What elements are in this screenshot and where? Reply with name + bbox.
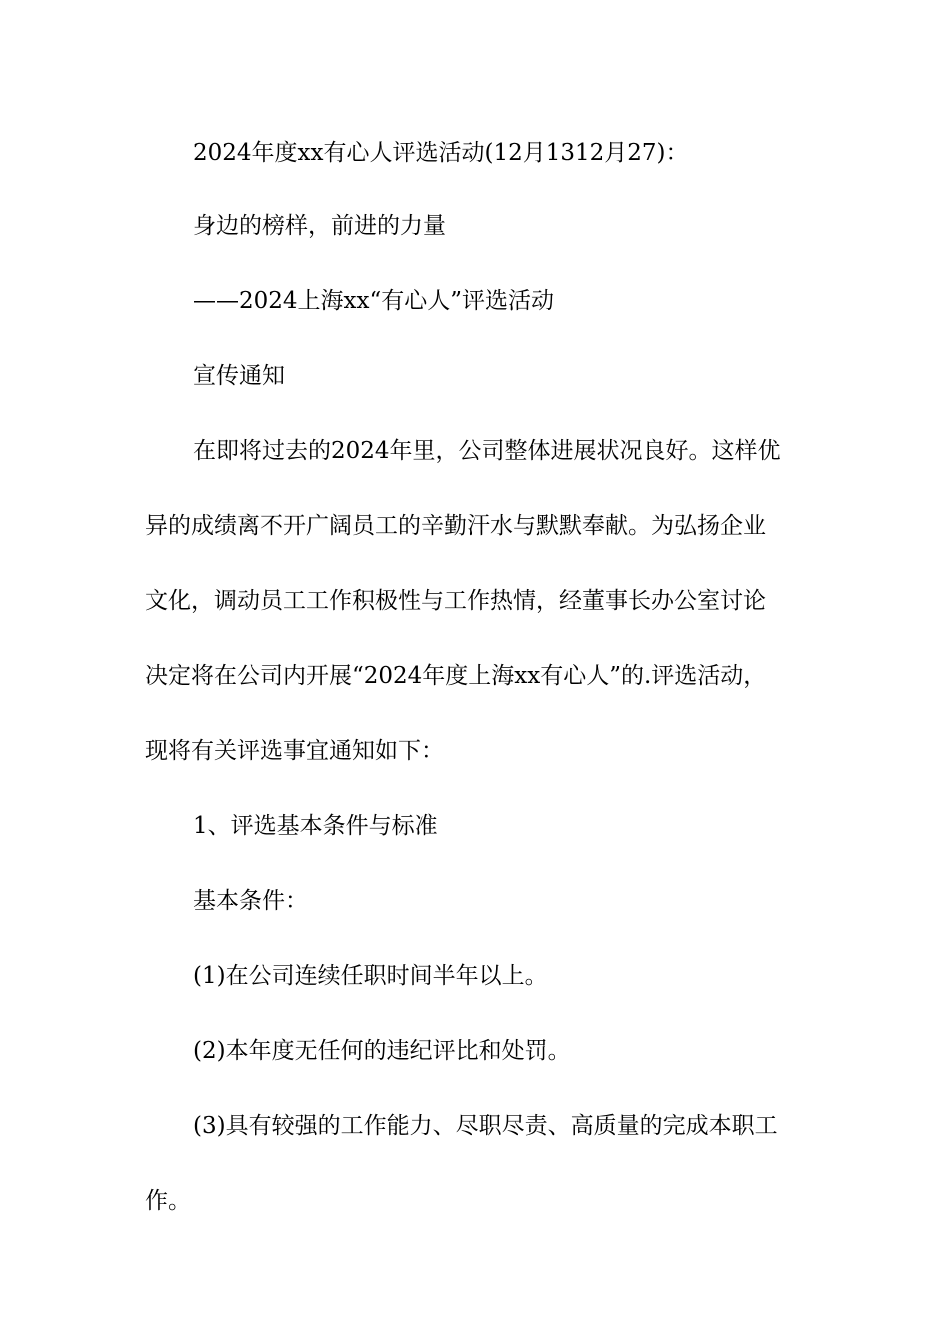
intro-paragraph-line-2: 异的成绩离不开广阔员工的辛勤汗水与默默奉献。为弘扬企业	[145, 513, 766, 539]
intro-paragraph-line-5: 现将有关评选事宜通知如下：	[145, 738, 444, 764]
document-heading: 2024年度xx有心人评选活动(12月1312月27)：	[193, 140, 689, 166]
condition-3-line-1: (3)具有较强的工作能力、尽职尽责、高质量的完成本职工	[193, 1113, 778, 1139]
condition-1: (1)在公司连续任职时间半年以上。	[193, 963, 548, 989]
basic-conditions-label: 基本条件：	[193, 888, 308, 914]
notice-label: 宣传通知	[193, 363, 285, 389]
section-1-title: 1、评选基本条件与标准	[193, 813, 438, 839]
intro-paragraph-line-1: 在即将过去的2024年里，公司整体进展状况良好。这样优	[193, 438, 781, 464]
condition-3-line-2: 作。	[145, 1188, 191, 1214]
intro-paragraph-line-4: 决定将在公司内开展“2024年度上海xx有心人”的.评选活动，	[145, 663, 767, 689]
condition-2: (2)本年度无任何的违纪评比和处罚。	[193, 1038, 571, 1064]
slogan: 身边的榜样，前进的力量	[193, 213, 446, 239]
intro-paragraph-line-3: 文化，调动员工工作积极性与工作热情，经董事长办公室讨论	[145, 588, 766, 614]
subtitle: ——2024上海xx“有心人”评选活动	[193, 288, 554, 314]
